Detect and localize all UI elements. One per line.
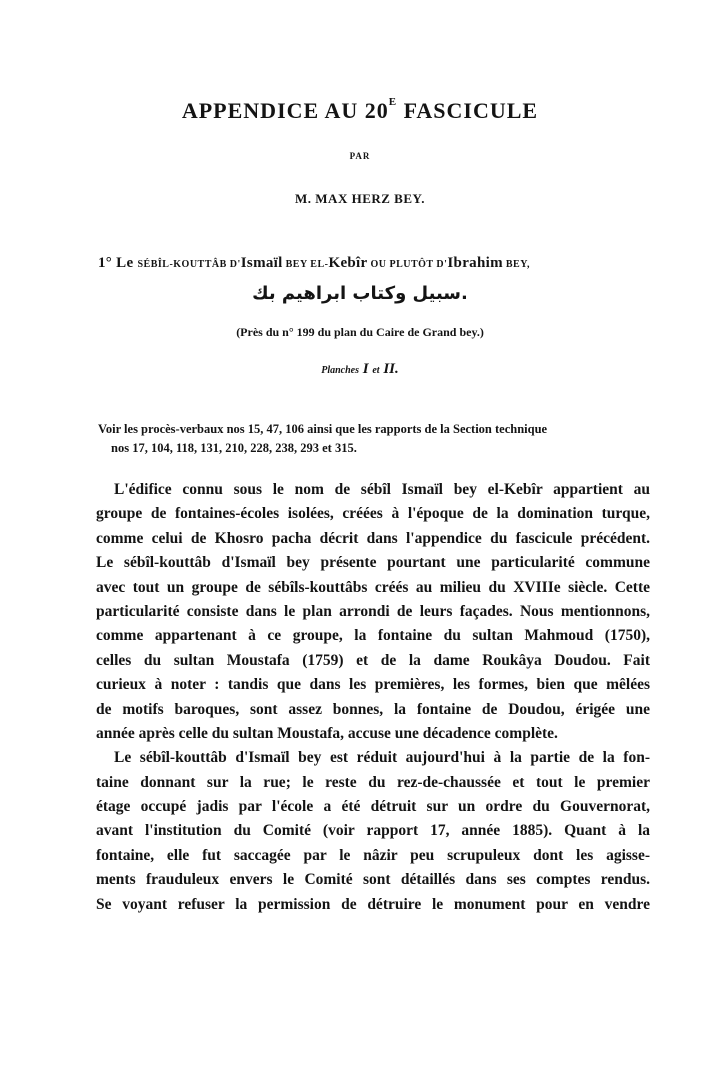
references-line: nos 17, 104, 118, 131, 210, 228, 238, 293 et 315. — [111, 441, 357, 455]
body-line: avant l'institution du Comité (voir rapport 17, année 1885). Quant à la — [96, 822, 650, 840]
arabic-inscription — [0, 283, 720, 304]
heading-part: OU PLUTÔT D' — [367, 259, 448, 270]
body-line: taine donnant sur la rue; le reste du rez-de-chaussée et tout le premier — [96, 773, 650, 791]
heading-part: D' — [226, 259, 241, 270]
plates-reference — [0, 361, 720, 378]
title-rest: FASCICULE — [397, 98, 539, 123]
body-line: L'édifice connu sous le nom de sébîl Ismaïl bey el-Kebîr appartient au — [114, 481, 650, 498]
body-line: comme appartenant à ce groupe, la fontaine du sultan Mahmoud (1750), — [96, 627, 650, 645]
plates-word: Planches — [321, 365, 360, 376]
heading-part: Ibrahim — [447, 255, 503, 271]
body-line: comme celui de Khosro pacha décrit dans l'appendice du fascicule précédent. — [96, 529, 650, 547]
heading-part: BEY, — [502, 259, 531, 270]
body-line: Se voyant refuser la permission de détruire le monument pour en vendre — [96, 895, 650, 913]
title-superscript: E — [388, 96, 398, 108]
arabic-period: . — [461, 283, 468, 304]
body-line: année après celle du sultan Moustafa, accuse une décadence complète. — [96, 724, 558, 742]
plates-and: et — [372, 365, 380, 376]
heading-part: Le — [112, 255, 138, 271]
arabic-text: سبيل وكتاب ابراهيم بك — [252, 283, 462, 304]
body-paragraphs — [96, 478, 650, 917]
body-line: groupe de fontaines-écoles isolées, créées à l'époque de la domination turque, — [96, 505, 650, 523]
heading-part: Kebîr — [328, 255, 368, 271]
references-line: Voir les procès-verbaux nos 15, 47, 106 ainsi que les rapports de la Section technique — [98, 422, 548, 436]
body-line: étage occupé jadis par l'école a été détruit sur un ordre du Gouvernorat, — [96, 798, 650, 816]
body-line: Le sébîl-kouttâb d'Ismaïl bey est réduit aujourd'hui à la partie de la fon- — [114, 749, 650, 767]
body-line: avec tout un groupe de sébîls-kouttâbs créés au milieu du XVIIIe siècle. Cette — [96, 578, 650, 596]
references-block — [98, 420, 650, 458]
plate-one: I — [359, 361, 373, 377]
body-line: celles du sultan Moustafa (1759) et de la dame Roukâya Doudou. Fait — [96, 651, 650, 669]
body-line: particularité consiste dans le plan arrondi de leurs façades. Nous mentionnons, — [96, 602, 650, 620]
body-line: curieux à noter : tandis que dans les premières, les formes, bien que mêlées — [96, 676, 650, 694]
by-line: PAR — [349, 151, 371, 161]
section-number: 1° — [98, 255, 113, 271]
section-heading — [98, 255, 530, 272]
body-line: ments frauduleux envers le Comité sont détaillés dans ses comptes rendus. — [96, 871, 650, 889]
location-note: (Près du n° 199 du plan du Caire de Grand bey.) — [236, 325, 484, 339]
body-line: fontaine, elle fut saccagée par le nâzir peu scrupuleux dont les agisse- — [96, 846, 650, 864]
heading-part: SÉBÎL-KOUTTÂB — [137, 259, 227, 270]
page-title — [0, 98, 720, 124]
title-main: APPENDICE AU 20 — [181, 98, 389, 123]
plate-two: II. — [379, 361, 399, 377]
heading-part: Ismaïl — [240, 255, 283, 271]
body-line: Le sébîl-kouttâb d'Ismaïl bey présente pourtant une particularité commune — [96, 554, 650, 572]
author-name: M. MAX HERZ BEY. — [295, 191, 425, 206]
body-line: de motifs baroques, sont assez bonnes, la fontaine de Doudou, érigée une — [96, 700, 650, 718]
heading-part: BEY EL- — [282, 259, 329, 270]
